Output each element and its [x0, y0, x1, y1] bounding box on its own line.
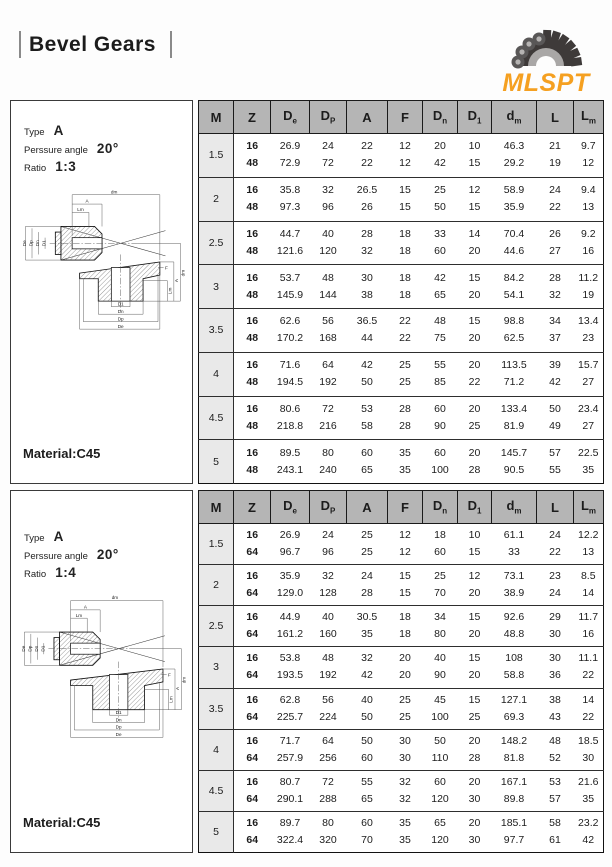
column-header-dn: $D_n$ — [423, 101, 458, 134]
column-header-a: A — [347, 491, 388, 524]
value-cell: 127.1 69.3 — [500, 693, 528, 723]
teeth-count-cell: 16 64 — [246, 570, 259, 600]
page-title: Bevel Gears — [29, 32, 156, 56]
svg-text:Lm: Lm — [76, 207, 84, 213]
value-cell: 89.7 322.4 — [276, 816, 304, 846]
value-cell: 24 28 — [361, 570, 373, 600]
column-header-lm: $L_m$ — [574, 101, 604, 134]
value-cell: 15 20 — [468, 315, 481, 345]
column-header-d1: $D_1$ — [458, 101, 492, 134]
section-ratio-1-4 — [10, 490, 604, 853]
table-row — [199, 177, 604, 221]
type-value: A — [53, 529, 64, 544]
bevel-gear-drawing-1-3 — [18, 187, 186, 335]
column-header-lm: $L_m$ — [574, 491, 604, 524]
svg-text:A: A — [83, 604, 87, 610]
value-cell: 26 27 — [549, 227, 561, 257]
value-cell: 58.9 35.9 — [503, 184, 525, 214]
teeth-count-cell: 16 64 — [246, 652, 259, 682]
teeth-count-cell: 16 48 — [246, 402, 259, 432]
module-cell: 4 — [199, 352, 234, 396]
value-cell: 32 42 — [361, 652, 373, 682]
value-cell: 72 288 — [319, 775, 337, 805]
svg-text:Dn: Dn — [34, 240, 40, 247]
value-cell: 55 85 — [434, 359, 446, 389]
svg-text:D1: D1 — [41, 240, 47, 247]
brand-logo — [488, 12, 604, 98]
value-cell: 53.8 193.5 — [276, 652, 304, 682]
column-header-m: M — [199, 491, 234, 524]
value-cell: 167.1 89.8 — [500, 775, 528, 805]
column-header-l: L — [537, 491, 574, 524]
title-block — [19, 31, 172, 58]
svg-text:dm: dm — [180, 269, 186, 277]
value-cell: 60 70 — [361, 816, 373, 846]
column-header-z: Z — [234, 101, 271, 134]
value-cell: 61.1 33 — [503, 529, 525, 559]
value-cell: 40 90 — [434, 652, 446, 682]
value-cell: 20 42 — [434, 140, 446, 170]
column-header-a: A — [347, 101, 388, 134]
value-cell: 64 256 — [319, 734, 337, 764]
column-header-de: $D_e$ — [271, 101, 310, 134]
value-cell: 98.8 62.5 — [503, 315, 525, 345]
teeth-count-cell: 16 64 — [246, 529, 259, 559]
value-cell: 8.5 14 — [580, 570, 596, 600]
value-cell: 15 20 — [468, 271, 481, 301]
value-cell: 185.1 97.7 — [500, 816, 528, 846]
table-row — [199, 811, 604, 852]
value-cell: 30 36 — [549, 652, 561, 682]
value-cell: 20 20 — [399, 652, 411, 682]
value-cell: 32 96 — [322, 184, 334, 214]
value-cell: 15 15 — [399, 184, 411, 214]
svg-text:Dp: Dp — [115, 724, 122, 730]
svg-text:F: F — [164, 265, 168, 271]
svg-text:D1: D1 — [117, 301, 124, 307]
value-cell: 71.7 257.9 — [276, 734, 304, 764]
svg-text:Lm: Lm — [75, 612, 82, 618]
title-right-bar — [170, 31, 172, 58]
pressure-angle-value: 20° — [96, 547, 119, 562]
module-cell: 4.5 — [199, 770, 234, 811]
value-cell: 18 18 — [399, 227, 411, 257]
table-row — [199, 647, 604, 688]
value-cell: 14 20 — [468, 227, 481, 257]
title-left-bar — [19, 31, 21, 58]
svg-text:A: A — [85, 198, 89, 204]
value-cell: 15 20 — [468, 611, 481, 641]
teeth-count-cell: 16 48 — [246, 359, 259, 389]
table-row — [199, 770, 604, 811]
value-cell: 12 12 — [399, 529, 411, 559]
value-cell: 11.2 19 — [578, 271, 599, 301]
svg-text:Lm: Lm — [167, 287, 173, 295]
value-cell: 113.5 71.2 — [501, 359, 527, 389]
module-cell: 3.5 — [199, 309, 234, 353]
ratio-label: Ratio — [24, 569, 47, 580]
value-cell: 25 25 — [399, 359, 411, 389]
value-cell: 12.2 13 — [578, 529, 599, 559]
table-row — [199, 440, 604, 484]
value-cell: 30 30 — [399, 734, 411, 764]
value-cell: 20 28 — [468, 446, 481, 476]
value-cell: 80 240 — [319, 446, 337, 476]
value-cell: 14 22 — [582, 693, 595, 723]
column-header-m: M — [199, 101, 234, 134]
value-cell: 26.9 96.7 — [279, 529, 301, 559]
value-cell: 18 18 — [399, 611, 411, 641]
teeth-count-cell: 16 64 — [246, 775, 259, 805]
column-header-dn: $D_n$ — [423, 491, 458, 524]
module-cell: 4 — [199, 729, 234, 770]
table-row — [199, 565, 604, 606]
teeth-count-cell: 16 48 — [246, 140, 259, 170]
spec-table-ratio-1-4 — [198, 490, 604, 853]
bevel-gear-drawing-1-4 — [17, 593, 187, 745]
value-cell: 35 35 — [399, 816, 411, 846]
value-cell: 9.4 13 — [580, 184, 596, 214]
svg-text:F: F — [167, 672, 171, 678]
svg-text:Lm: Lm — [168, 696, 174, 703]
svg-text:D1: D1 — [115, 709, 122, 715]
value-cell: 20 22 — [468, 359, 481, 389]
brand-name: MLSPT — [502, 69, 590, 97]
column-header-dp: $D_P$ — [310, 491, 347, 524]
pressure-angle-label: Perssure angle — [24, 551, 88, 562]
value-cell: 44.7 121.6 — [276, 227, 304, 257]
table-row — [199, 352, 604, 396]
value-cell: 56 168 — [319, 315, 337, 345]
value-cell: 60 65 — [361, 446, 373, 476]
teeth-count-cell: 16 48 — [246, 446, 259, 476]
value-cell: 24 72 — [322, 140, 334, 170]
module-cell: 1.5 — [199, 134, 234, 178]
value-cell: 33 60 — [434, 227, 446, 257]
value-cell: 28 28 — [399, 402, 411, 432]
svg-text:De: De — [115, 732, 122, 738]
value-cell: 42 65 — [434, 271, 446, 301]
value-cell: 60 120 — [431, 775, 449, 805]
teeth-count-cell: 16 48 — [246, 271, 259, 301]
teeth-count-cell: 16 64 — [246, 734, 259, 764]
table-row — [199, 265, 604, 309]
value-cell: 35.9 129.0 — [276, 570, 304, 600]
value-cell: 15 25 — [468, 693, 481, 723]
info-panel-2 — [10, 490, 193, 853]
svg-text:Dp: Dp — [117, 316, 124, 322]
value-cell: 32 32 — [399, 775, 411, 805]
svg-text:dm: dm — [110, 189, 117, 195]
type-label: Type — [24, 533, 45, 544]
material-note: Material:C45 — [23, 815, 101, 830]
value-cell: 57 55 — [549, 446, 561, 476]
module-cell: 2.5 — [199, 606, 234, 647]
value-cell: 108 58.8 — [503, 652, 525, 682]
value-cell: 64 192 — [319, 359, 337, 389]
value-cell: 22.5 35 — [578, 446, 599, 476]
value-cell: 25 25 — [399, 693, 411, 723]
svg-text:Dn: Dn — [33, 645, 39, 652]
value-cell: 10 15 — [468, 529, 481, 559]
value-cell: 89.5 243.1 — [276, 446, 304, 476]
value-cell: 20 25 — [468, 402, 481, 432]
info-panel-1 — [10, 100, 193, 484]
value-cell: 30 38 — [361, 271, 373, 301]
value-cell: 36.5 44 — [356, 315, 378, 345]
value-cell: 50 49 — [549, 402, 561, 432]
value-cell: 48 52 — [549, 734, 561, 764]
value-cell: 9.7 12 — [580, 140, 596, 170]
value-cell: 23.2 42 — [578, 816, 599, 846]
value-cell: 42 50 — [361, 359, 373, 389]
value-cell: 50 60 — [361, 734, 373, 764]
value-cell: 28 32 — [361, 227, 373, 257]
module-cell: 3.5 — [199, 688, 234, 729]
value-cell: 44.9 161.2 — [276, 611, 304, 641]
value-cell: 53.7 145.9 — [276, 271, 304, 301]
value-cell: 18.5 30 — [578, 734, 599, 764]
value-cell: 18 18 — [399, 271, 411, 301]
value-cell: 50 110 — [431, 734, 449, 764]
svg-text:Dn: Dn — [117, 308, 124, 314]
table-row — [199, 729, 604, 770]
value-cell: 30.5 35 — [356, 611, 378, 641]
table-row — [199, 606, 604, 647]
value-cell: 12 15 — [468, 184, 481, 214]
pressure-angle-label: Perssure angle — [24, 145, 88, 156]
svg-text:dm: dm — [111, 595, 118, 601]
value-cell: 60 100 — [431, 446, 449, 476]
module-cell: 3 — [199, 265, 234, 309]
module-cell: 2.5 — [199, 221, 234, 265]
value-cell: 13.4 23 — [578, 315, 599, 345]
value-cell: 40 120 — [319, 227, 337, 257]
value-cell: 34 80 — [434, 611, 446, 641]
value-cell: 9.2 16 — [580, 227, 596, 257]
value-cell: 48 192 — [319, 652, 337, 682]
pressure-angle-value: 20° — [96, 141, 119, 156]
value-cell: 145.7 90.5 — [500, 446, 528, 476]
value-cell: 40 50 — [361, 693, 373, 723]
value-cell: 20 30 — [468, 816, 481, 846]
svg-text:Dp: Dp — [26, 645, 32, 652]
value-cell: 56 224 — [319, 693, 337, 723]
value-cell: 40 160 — [319, 611, 337, 641]
value-cell: 20 30 — [468, 775, 481, 805]
table-row — [199, 524, 604, 565]
value-cell: 71.6 194.5 — [276, 359, 304, 389]
module-cell: 5 — [199, 811, 234, 852]
value-cell: 11.7 16 — [578, 611, 599, 641]
value-cell: 80 320 — [319, 816, 337, 846]
value-cell: 65 120 — [431, 816, 449, 846]
type-label: Type — [24, 127, 45, 138]
value-cell: 21.6 35 — [578, 775, 599, 805]
value-cell: 15.7 27 — [578, 359, 599, 389]
value-cell: 22 22 — [399, 315, 411, 345]
column-header-l: L — [537, 101, 574, 134]
module-cell: 2 — [199, 177, 234, 221]
value-cell: 24 22 — [549, 529, 561, 559]
svg-text:dm: dm — [181, 676, 187, 684]
module-cell: 5 — [199, 440, 234, 484]
value-cell: 10 15 — [468, 140, 481, 170]
table-row — [199, 688, 604, 729]
type-value: A — [53, 123, 64, 138]
module-cell: 3 — [199, 647, 234, 688]
value-cell: 23.4 27 — [578, 402, 599, 432]
value-cell: 11.1 22 — [578, 652, 599, 682]
value-cell: 25 70 — [434, 570, 446, 600]
value-cell: 133.4 81.9 — [500, 402, 528, 432]
page-header — [0, 0, 612, 100]
svg-text:De: De — [117, 323, 124, 329]
value-cell: 25 25 — [361, 529, 373, 559]
value-cell: 23 24 — [549, 570, 561, 600]
value-cell: 84.2 54.1 — [503, 271, 525, 301]
value-cell: 35 35 — [399, 446, 411, 476]
value-cell: 24 22 — [549, 184, 561, 214]
column-header-dp: $D_P$ — [310, 101, 347, 134]
value-cell: 21 19 — [549, 140, 561, 170]
value-cell: 80.6 218.8 — [276, 402, 304, 432]
spec-table-ratio-1-3 — [198, 100, 604, 484]
value-cell: 26.5 26 — [356, 184, 378, 214]
value-cell: 148.2 81.8 — [500, 734, 528, 764]
svg-text:D1: D1 — [39, 645, 45, 652]
module-cell: 4.5 — [199, 396, 234, 440]
value-cell: 48 75 — [434, 315, 446, 345]
section-ratio-1-3 — [10, 100, 604, 484]
ratio-value: 1:4 — [55, 565, 77, 580]
value-cell: 45 100 — [431, 693, 449, 723]
value-cell: 92.6 48.8 — [503, 611, 525, 641]
table-row — [199, 396, 604, 440]
module-cell: 1.5 — [199, 524, 234, 565]
spec-lines — [24, 529, 192, 583]
value-cell: 53 58 — [361, 402, 373, 432]
value-cell: 55 65 — [361, 775, 373, 805]
column-header-f: F — [388, 101, 423, 134]
ratio-label: Ratio — [24, 163, 47, 174]
value-cell: 58 61 — [549, 816, 561, 846]
value-cell: 18 60 — [434, 529, 446, 559]
value-cell: 62.6 170.2 — [276, 315, 304, 345]
value-cell: 62.8 225.7 — [276, 693, 304, 723]
column-header-de: $D_e$ — [271, 491, 310, 524]
value-cell: 73.1 38.9 — [503, 570, 525, 600]
value-cell: 35.8 97.3 — [279, 184, 301, 214]
value-cell: 72 216 — [319, 402, 337, 432]
column-header-f: F — [388, 491, 423, 524]
teeth-count-cell: 16 48 — [246, 227, 259, 257]
table-row — [199, 134, 604, 178]
column-header-dm: $d_m$ — [492, 101, 537, 134]
value-cell: 26.9 72.9 — [279, 140, 301, 170]
ratio-value: 1:3 — [55, 159, 77, 174]
value-cell: 60 90 — [434, 402, 446, 432]
svg-text:Dn: Dn — [115, 717, 122, 723]
value-cell: 28 32 — [549, 271, 561, 301]
value-cell: 34 37 — [549, 315, 561, 345]
value-cell: 12 20 — [468, 570, 481, 600]
column-header-d1: $D_1$ — [458, 491, 492, 524]
value-cell: 48 144 — [319, 271, 337, 301]
value-cell: 39 42 — [549, 359, 561, 389]
value-cell: 38 43 — [549, 693, 561, 723]
teeth-count-cell: 16 48 — [246, 315, 259, 345]
material-note: Material:C45 — [23, 446, 101, 461]
value-cell: 22 22 — [361, 140, 373, 170]
teeth-count-cell: 16 64 — [246, 611, 259, 641]
spec-lines — [24, 123, 192, 177]
value-cell: 15 15 — [399, 570, 411, 600]
teeth-count-cell: 16 64 — [246, 693, 259, 723]
table-row — [199, 309, 604, 353]
value-cell: 29 30 — [549, 611, 561, 641]
value-cell: 25 50 — [434, 184, 446, 214]
value-cell: 80.7 290.1 — [276, 775, 304, 805]
svg-text:De: De — [20, 645, 26, 652]
gear-chain-icon — [498, 12, 594, 70]
column-header-dm: $d_m$ — [492, 491, 537, 524]
column-header-z: Z — [234, 491, 271, 524]
value-cell: 46.3 29.2 — [503, 140, 525, 170]
svg-text:A: A — [174, 686, 180, 690]
table-row — [199, 221, 604, 265]
value-cell: 24 96 — [322, 529, 334, 559]
value-cell: 32 128 — [319, 570, 337, 600]
value-cell: 70.4 44.6 — [503, 227, 525, 257]
svg-text:De: De — [21, 240, 27, 247]
value-cell: 20 28 — [468, 734, 481, 764]
value-cell: 15 20 — [468, 652, 481, 682]
teeth-count-cell: 16 48 — [246, 184, 259, 214]
teeth-count-cell: 16 64 — [246, 816, 259, 846]
value-cell: 53 57 — [549, 775, 561, 805]
svg-text:Dp: Dp — [27, 240, 33, 247]
module-cell: 2 — [199, 565, 234, 606]
value-cell: 12 12 — [399, 140, 411, 170]
svg-text:A: A — [173, 279, 179, 283]
